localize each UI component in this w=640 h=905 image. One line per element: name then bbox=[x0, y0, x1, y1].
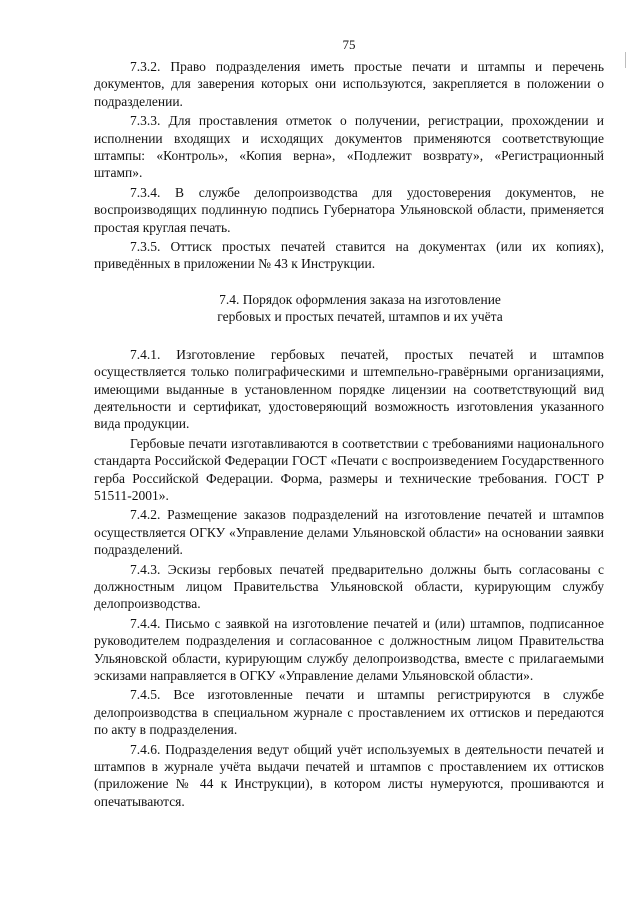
paragraph-7-4-2: 7.4.2. Размещение заказов подразделений на изготовление печатей и штампов осуществляется ОГКУ «Управление делами Ульяновской области» на основании заявки подразделений. bbox=[94, 507, 604, 558]
section-heading-7-4 bbox=[94, 291, 604, 326]
paragraph-7-3-4: 7.3.4. В службе делопроизводства для удостоверения документов, не воспроизводящих подлинную подпись Губернатора Ульяновской области, применяется простая круглая печать. bbox=[94, 184, 604, 235]
paragraph-7-4-1: 7.4.1. Изготовление гербовых печатей, простых печатей и штампов осуществляется только полиграфическими и штемпельно-гравёрными организациями, имеющими выданные в установленном порядке лицензии на соответствующий вид деятельности и сертификат, удостоверяющий возможность изготовления указанного вида продукции. bbox=[94, 346, 604, 432]
heading-line-1: 7.4. Порядок оформления заказа на изготовление bbox=[219, 291, 501, 307]
paragraph-7-4-4: 7.4.4. Письмо с заявкой на изготовление печатей и (или) штампов, подписанное руководителем подразделения и согласованное с должностным лицом Правительства Ульяновской области, курирующим службу делопроизводства, вместе с прилагаемыми эскизами направляется в ОГКУ «Управление делами Ульяновской области». bbox=[94, 615, 604, 683]
paragraph-7-4-6: 7.4.6. Подразделения ведут общий учёт используемых в деятельности печатей и штампов в журнале учёта выдачи печатей и штампов с проставлением их оттисков (приложение № 44 к Инструкции), в котором листы нумеруются, прошиваются и опечатываются. bbox=[94, 741, 604, 809]
page-number: 75 bbox=[342, 37, 356, 52]
section-7-4 bbox=[94, 346, 604, 811]
paragraph-7-4-5: 7.4.5. Все изготовленные печати и штампы регистрируются в службе делопроизводства в специальном журнале с проставлением их оттисков и передаются по акту в подразделения. bbox=[94, 687, 604, 738]
heading-line-2: гербовых и простых печатей, штампов и их учёта bbox=[217, 309, 503, 325]
section-7-3 bbox=[94, 58, 604, 273]
paragraph-7-3-5: 7.3.5. Оттиск простых печатей ставится на документах (или их копиях), приведённых в приложении № 43 к Инструкции. bbox=[94, 239, 604, 272]
scan-artifact bbox=[625, 52, 626, 68]
paragraph-7-3-2: 7.3.2. Право подразделения иметь простые печати и штампы и перечень документов, для заверения которых они используются, закрепляется в положении о подразделении. bbox=[94, 59, 604, 109]
paragraph-7-3-3: 7.3.3. Для проставления отметок о получении, регистрации, прохождении и исполнении входящих и исходящих документов применяются соответствующие штампы: «Контроль», «Копия верна», «Подлежит возврату», «Регистрационный штамп». bbox=[94, 113, 604, 181]
paragraph-7-4-3: 7.4.3. Эскизы гербовых печатей предварительно должны быть согласованы с должностным лицом Правительства Ульяновской области, курирующим службу делопроизводства. bbox=[94, 561, 604, 612]
paragraph-gost-requirements: Гербовые печати изготавливаются в соответствии с требованиями национального стандарта Российской Федерации ГОСТ «Печати с воспроизведением Государственного герба Российской Федерации. Форма, размеры и технические требования. ГОСТ Р 51511-2001». bbox=[94, 435, 604, 503]
